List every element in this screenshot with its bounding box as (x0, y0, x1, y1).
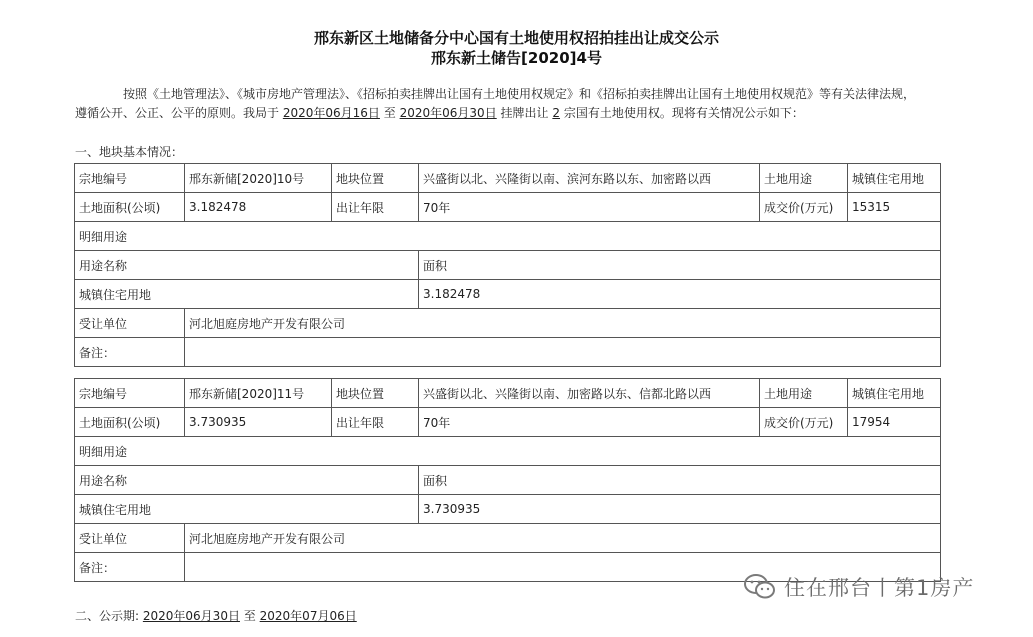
price-value: 17954 (848, 408, 941, 437)
listing-end-date: 2020年06月30日 (399, 106, 497, 120)
location-value: 兴盛街以北、兴隆街以南、滨河东路以东、加密路以西 (419, 164, 760, 193)
table-row (75, 193, 941, 222)
parcel-count: 2 (552, 106, 561, 120)
table-row (75, 437, 941, 466)
term-value: 70年 (419, 193, 760, 222)
intro-text-2b: 至 (383, 106, 396, 120)
wechat-icon (742, 572, 778, 602)
table-row (75, 164, 941, 193)
transferee-label: 受让单位 (75, 524, 185, 553)
publicity-to: 至 (243, 609, 256, 623)
publicity-end-date: 2020年07月06日 (259, 609, 357, 623)
detail-area-label: 面积 (419, 466, 941, 495)
term-label: 出让年限 (332, 408, 419, 437)
intro-text-1: 按照《土地管理法》、《城市房地产管理法》、《招标拍卖挂牌出让国有土地使用权规定》和《招标拍卖挂牌出让国有土地使用权规范》等有关法律法规， (123, 87, 916, 101)
price-value: 15315 (848, 193, 941, 222)
use-name-label: 用途名称 (75, 466, 419, 495)
detail-use-heading: 明细用途 (75, 437, 941, 466)
land-use-label: 土地用途 (760, 164, 848, 193)
page-title: 邢东新区土地储备分中心国有土地使用权招拍挂出让成交公示 (313, 29, 719, 47)
table-row (75, 408, 941, 437)
table-row (75, 338, 941, 367)
intro-text-2d: 宗国有土地使用权。现将有关情况公示如下： (563, 106, 804, 120)
use-name-label: 用途名称 (75, 251, 419, 280)
area-label: 土地面积(公顷) (75, 408, 185, 437)
parcel-table-2 (74, 378, 941, 582)
remarks-label: 备注： (75, 553, 185, 582)
table-row (75, 251, 941, 280)
watermark-text: 住在邢台丨第1房产 (784, 576, 975, 600)
parcel-no-label: 宗地编号 (75, 164, 185, 193)
table-row (75, 222, 941, 251)
watermark (742, 572, 974, 602)
term-label: 出让年限 (332, 193, 419, 222)
location-label: 地块位置 (332, 164, 419, 193)
intro-line-2 (75, 104, 945, 123)
remarks-value (185, 338, 941, 367)
term-value: 70年 (419, 408, 760, 437)
parcel-no-label: 宗地编号 (75, 379, 185, 408)
area-value: 3.182478 (185, 193, 332, 222)
table-row (75, 379, 941, 408)
table-row (75, 524, 941, 553)
price-label: 成交价(万元) (760, 193, 848, 222)
section-2-heading (75, 608, 357, 624)
land-use-value: 城镇住宅用地 (848, 164, 941, 193)
land-use-value: 城镇住宅用地 (848, 379, 941, 408)
detail-use-name-value: 城镇住宅用地 (75, 280, 419, 309)
detail-use-heading: 明细用途 (75, 222, 941, 251)
intro-line-1 (75, 85, 945, 104)
publicity-period-label: 二、公示期: (75, 609, 140, 623)
table-row (75, 466, 941, 495)
location-value: 兴盛街以北、兴隆街以南、加密路以东、信都北路以西 (419, 379, 760, 408)
intro-text-2a: 遵循公开、公正、公平的原则。我局于 (75, 106, 280, 120)
table-row (75, 495, 941, 524)
detail-area-label: 面积 (419, 251, 941, 280)
intro-text-2c: 挂牌出让 (500, 106, 549, 120)
section-1-heading: 一、地块基本情况： (75, 145, 184, 159)
listing-start-date: 2020年06月16日 (282, 106, 380, 120)
parcel-table-1 (74, 163, 941, 367)
remarks-label: 备注： (75, 338, 185, 367)
table-row (75, 309, 941, 338)
transferee-value: 河北旭庭房地产开发有限公司 (185, 309, 941, 338)
table-row (75, 280, 941, 309)
land-use-label: 土地用途 (760, 379, 848, 408)
notice-number: 邢东新土储告[2020]4号 (431, 49, 602, 67)
transferee-value: 河北旭庭房地产开发有限公司 (185, 524, 941, 553)
area-label: 土地面积(公顷) (75, 193, 185, 222)
publicity-start-date: 2020年06月30日 (142, 609, 240, 623)
location-label: 地块位置 (332, 379, 419, 408)
parcel-no-value: 邢东新储[2020]10号 (185, 164, 332, 193)
price-label: 成交价(万元) (760, 408, 848, 437)
detail-area-value: 3.730935 (419, 495, 941, 524)
detail-area-value: 3.182478 (419, 280, 941, 309)
parcel-no-value: 邢东新储[2020]11号 (185, 379, 332, 408)
detail-use-name-value: 城镇住宅用地 (75, 495, 419, 524)
transferee-label: 受让单位 (75, 309, 185, 338)
area-value: 3.730935 (185, 408, 332, 437)
